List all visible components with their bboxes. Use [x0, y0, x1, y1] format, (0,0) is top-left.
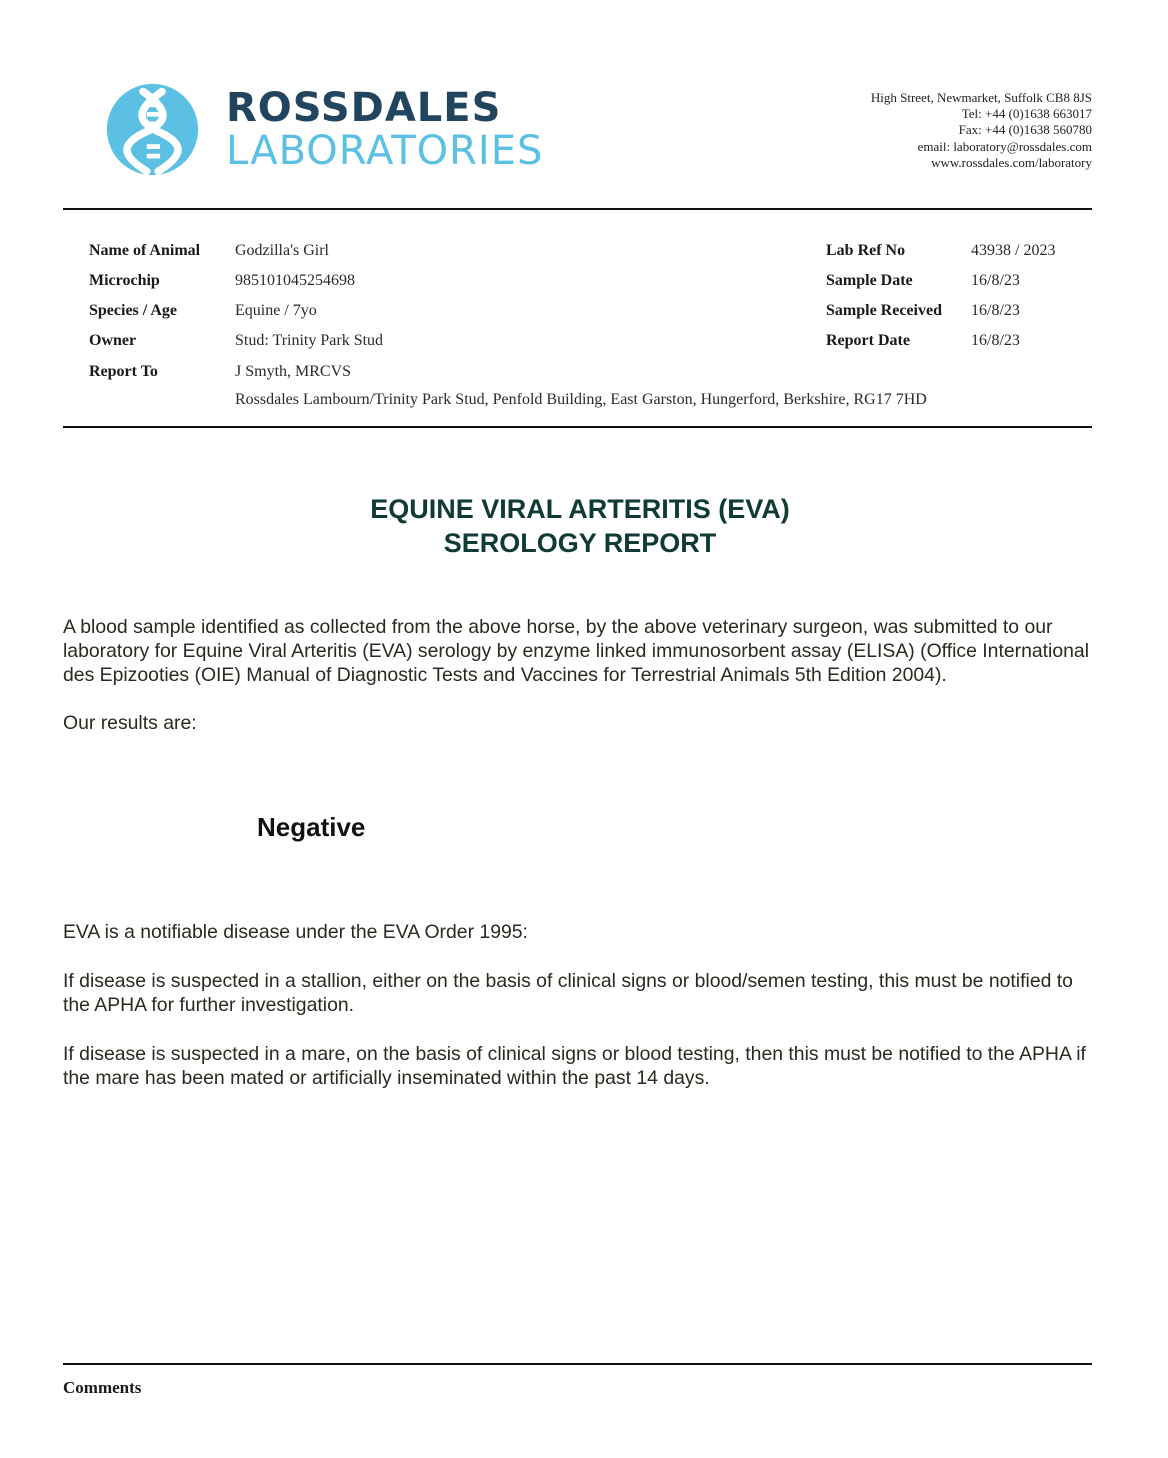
value-sample-date: 16/8/23 [971, 272, 1020, 289]
footer-divider [63, 1363, 1092, 1365]
value-lab-ref-no: 43938 / 2023 [971, 242, 1056, 259]
value-species-age: Equine / 7yo [235, 302, 317, 319]
brand-name-line2: LABORATORIES [226, 128, 544, 174]
label-sample-received: Sample Received [826, 302, 942, 319]
result-value: Negative [257, 812, 366, 842]
report-title-line2: SEROLOGY REPORT [443, 528, 717, 558]
label-owner: Owner [89, 332, 137, 349]
value-report-date: 16/8/23 [971, 332, 1020, 349]
stallion-paragraph: If disease is suspected in a stallion, either on the basis of clinical signs or blood/semen testing, this must be notified to the APHA for further investigation. [63, 970, 1073, 1016]
value-microchip: 985101045254698 [235, 272, 355, 289]
dna-helix-icon [105, 82, 200, 177]
address-email[interactable]: email: laboratory@rossdales.com [917, 138, 1092, 154]
label-report-to: Report To [89, 363, 158, 380]
notifiable-notice: EVA is a notifiable disease under the EVA Order 1995: [63, 921, 528, 943]
label-report-date: Report Date [826, 332, 910, 349]
label-sample-date: Sample Date [826, 272, 913, 289]
intro-paragraph: A blood sample identified as collected from the above horse, by the above veterinary surgeon, was submitted to our laboratory for Equine Viral Arteritis (EVA) serology by enzyme linked immunosorbent assay (ELISA) (Office International des Epizooties (OIE) Manual of Diagnostic Tests and Vaccines for Terrestrial Animals 5th Edition 2004). [63, 616, 1090, 686]
value-name-of-animal: Godzilla's Girl [235, 242, 329, 259]
value-report-to: J Smyth, MRCVS [235, 363, 352, 380]
mare-paragraph: If disease is suspected in a mare, on the basis of clinical signs or blood testing, then this must be notified to the APHA if the mare has been mated or artificially inseminated within the past 14 days. [63, 1043, 1086, 1089]
label-microchip: Microchip [89, 272, 160, 289]
address-fax: Fax: +44 (0)1638 560780 [958, 122, 1092, 138]
comments-label: Comments [63, 1378, 142, 1397]
header-divider [63, 208, 1092, 210]
label-species-age: Species / Age [89, 302, 177, 319]
lab-address [871, 90, 1092, 171]
details-divider [63, 426, 1092, 428]
label-name-of-animal: Name of Animal [89, 242, 201, 259]
value-owner: Stud: Trinity Park Stud [235, 332, 384, 349]
results-intro: Our results are: [63, 712, 197, 734]
value-report-to-address: Rossdales Lambourn/Trinity Park Stud, Penfold Building, East Garston, Hungerford, Berkshire, RG17 7HD [235, 391, 927, 408]
address-line: High Street, Newmarket, Suffolk CB8 8JS [870, 90, 1092, 105]
report-title-line1: EQUINE VIRAL ARTERITIS (EVA) [370, 494, 790, 524]
address-phone: Tel: +44 (0)1638 663017 [961, 106, 1092, 122]
address-website[interactable]: www.rossdales.com/laboratory [931, 154, 1092, 170]
brand-name-line1: ROSSDALES [226, 85, 502, 131]
label-lab-ref-no: Lab Ref No [826, 242, 906, 259]
value-sample-received: 16/8/23 [971, 302, 1020, 319]
